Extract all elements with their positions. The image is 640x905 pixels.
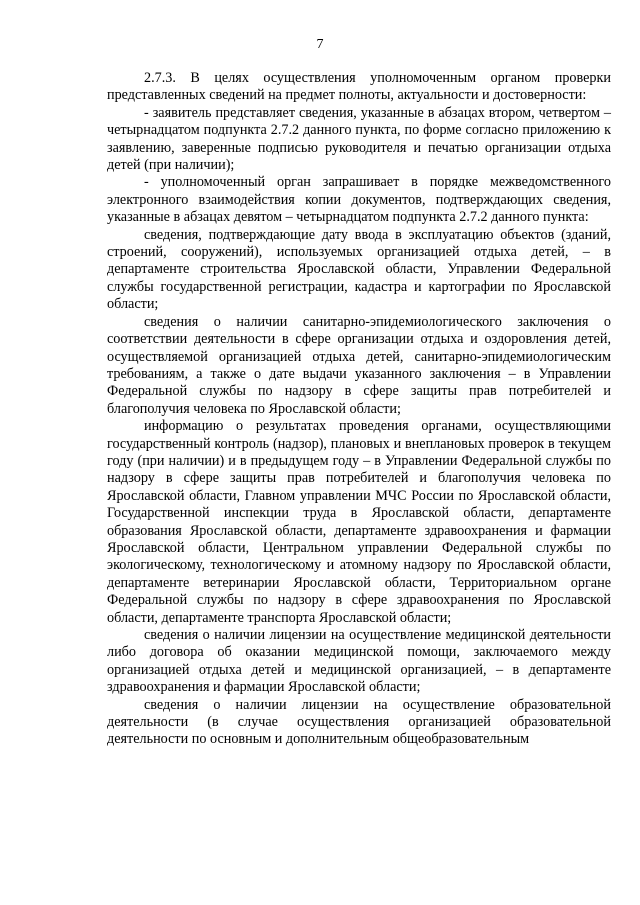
paragraph-applicant-info: - заявитель представляет сведения, указанные в абзацах втором, четвертом – четырнадцатом подпункта 2.7.2 данного пункта, по форме согласно приложению к заявлению, заверенные подписью руководителя и печатью организации отдыха детей (при наличии); [107,104,611,174]
page-number: 7 [316,37,324,52]
paragraph-inspection-results: информацию о результатах проведения органами, осуществляющими государственный контроль (надзор), плановых и внеплановых проверок в текущем году (при наличии) и в предыдущем году – в Управлении Федеральной службы по надзору в сфере защиты прав потребителей и благополучия человека по Ярославской области, Главном управлении МЧС России по Ярославской области, Государственной инспекции труда в Ярославской области, департаменте образования Ярославской области, департаменте здравоохранения и фармации Ярославской области, Центральном управлении Федеральной службы по экологическому, технологическому и атомному надзору по Ярославской области, департаменте ветеринарии Ярославской области, Территориальном органе Федеральной службы по надзору в сфере здравоохранения по Ярославской области, департаменте транспорта Ярославской области; [107,418,611,626]
paragraph-medical-license: сведения о наличии лицензии на осуществление медицинской деятельности либо договора об оказании медицинской помощи, заключаемого между организацией отдыха детей и медицинской организацией, – в департаменте здравоохранения и фармации Ярославской области; [107,627,611,696]
paragraph-education-license: сведения о наличии лицензии на осуществление образовательной деятельности (в случае осуществления организацией образовательной деятельности по основным и дополнительным общеобразовательным [107,696,611,748]
paragraph-authority-request: - уполномоченный орган запрашивает в порядке межведомственного электронного взаимодействия копии документов, подтверждающих сведения, указанные в абзацах девятом – четырнадцатом подпункта 2.7.2 данного пункта: [107,174,611,226]
paragraph-commissioning-date: сведения, подтверждающие дату ввода в эксплуатацию объектов (зданий, строений, сооружений), используемых организацией отдыха детей, – в департаменте строительства Ярославской области, Управлении Федеральной службы государственной регистрации, кадастра и картографии по Ярославской области; [107,226,611,313]
document-body [107,70,611,749]
paragraph-sanitary-conclusion: сведения о наличии санитарно-эпидемиологического заключения о соответствии деятельности в сфере организации отдыха и оздоровления детей, осуществляемой организацией отдыха детей, санитарно-эпидемиологическим требованиям, а также о дате выдачи указанного заключения – в Управлении Федеральной службы по надзору в сфере защиты прав потребителей и благополучия человека по Ярославской области; [107,313,611,417]
paragraph-2-7-3: 2.7.3. В целях осуществления уполномоченным органом проверки представленных сведений на предмет полноты, актуальности и достоверности: [107,70,611,104]
